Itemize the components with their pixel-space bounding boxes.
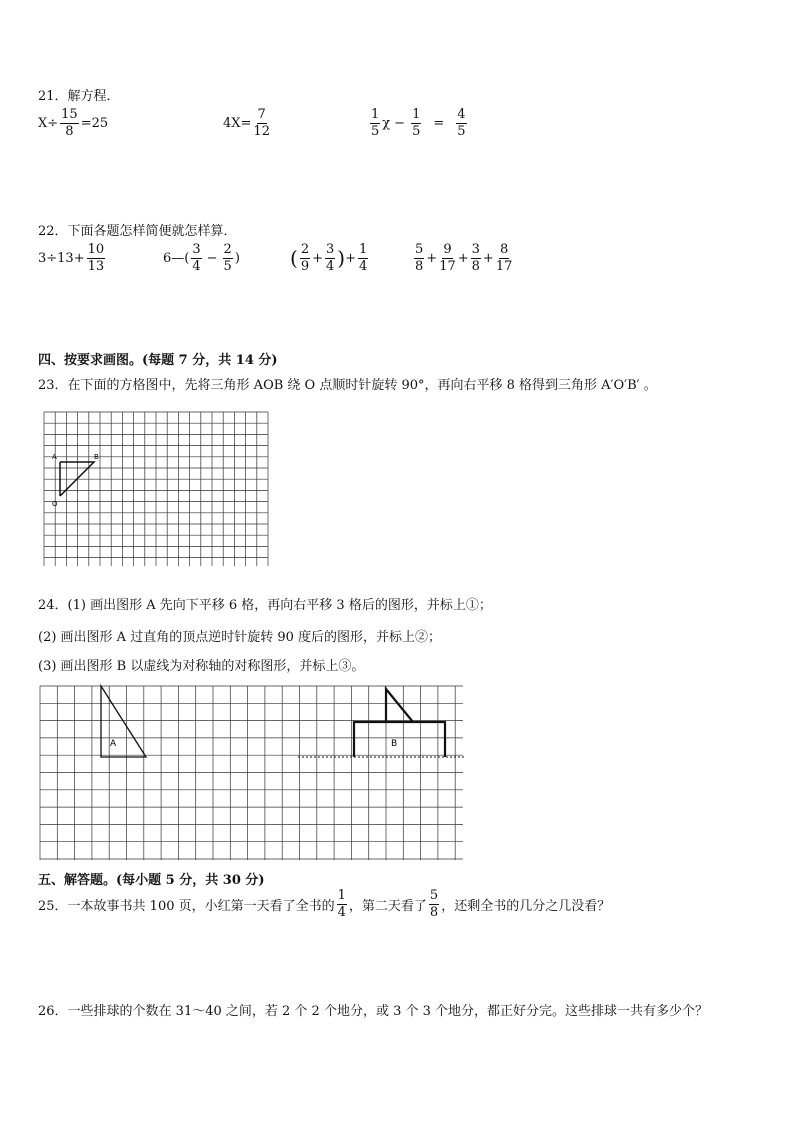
q23-grid-figure [44,412,270,569]
q22-expression-3 [290,243,370,273]
expr-text: X÷ [38,115,59,131]
fraction: $\frac{3}{4}$ [192,242,201,274]
expr-text: 3÷13+ [38,250,85,266]
expr-text: = [433,115,445,131]
fraction: $\frac{8}{17}$ [495,242,513,274]
q24-line-3: (3) 画出图形 B 以虚线为对称轴的对称图形，并标上③。 [38,659,365,674]
fraction: $\frac{2}{5}$ [223,242,232,274]
q24-grid-figure [40,686,466,860]
expr-text: 4X= [223,115,252,131]
q26-text: 26．一些排球的个数在 31～40 之间，若 2 个 2 个地分，或 3 个 3 个地分，都正好分完。这些排球一共有多少个？ [38,1004,709,1019]
expr-text: χ [382,115,391,131]
expr-text: + [482,250,494,266]
shape-b-body [354,722,445,757]
fraction: $\frac{4}{5}$ [457,107,466,139]
expr-text: + [457,250,469,266]
expr-text: − [206,250,218,266]
expr-text: =25 [80,115,109,131]
shape-b [354,689,445,757]
section-5-heading: 五、解答题。(每小题 5 分，共 30 分) [38,873,265,888]
expr-text: + [312,250,323,266]
q25-part-1: 25．一本故事书共 100 页，小红第一天看了全书的 [38,898,335,914]
expr-text: + [345,250,356,266]
q22-expression-4 [412,243,514,273]
label-a: A [52,453,57,461]
label-b: B [94,453,99,461]
expr-text: + [426,250,438,266]
shape-a [101,686,146,757]
expr-text: 6—( [163,250,190,266]
fraction: $\frac{2}{9}$ [300,242,310,274]
q21-title: 21．解方程． [38,89,120,104]
fraction: $\frac{3}{8}$ [471,242,480,274]
expr-text: − [394,115,406,131]
fraction: $\frac{1}{5}$ [412,107,421,139]
q25-part-3: ，还剩全书的几分之几没看？ [441,898,611,914]
q22-expression-1 [38,243,107,273]
fraction: $\frac{3}{4}$ [326,242,335,274]
shape-b-label: B [391,739,398,749]
fraction: $\frac{15}{8}$ [61,107,78,139]
q25-part-2: ，第二天看了 [348,898,427,914]
fraction: $\frac{1}{5}$ [371,107,380,139]
label-o: O [52,500,58,508]
close-paren: ) [337,246,346,271]
q21-equation-1 [38,108,108,138]
fraction: $\frac{9}{17}$ [439,242,456,274]
fraction: $\frac{7}{12}$ [253,107,270,139]
expr-text: ) [234,250,240,266]
q21-equation-2 [223,108,272,138]
q25-text [38,889,610,919]
shape-b-top [386,689,413,722]
q23-grid [44,412,268,566]
q24-line-1: 24．(1) 画出图形 A 先向下平移 6 格，再向右平移 3 格后的图形，并标上①； [38,598,492,613]
fraction: $\frac{1}{4}$ [359,242,368,274]
fraction: $\frac{10}{13}$ [87,242,105,274]
q24-line-2: (2) 画出图形 A 过直角的顶点逆时针旋转 90 度后的图形，并标上②； [38,630,442,645]
fraction: $\frac{5}{8}$ [429,888,439,920]
fraction: $\frac{1}{4}$ [337,888,346,920]
q22-expression-2 [163,243,240,273]
fraction: $\frac{5}{8}$ [415,242,424,274]
q24-grid [40,686,463,860]
open-paren: ( [290,246,298,271]
q21-equation-3 [368,108,469,138]
shape-a-label: A [110,739,117,749]
q23-text: 23．在下面的方格图中，先将三角形 AOB 绕 O 点顺时针旋转 90°，再向右平移 8 格得到三角形 A′O′B′ 。 [38,378,657,393]
section-4-heading: 四、按要求画图。(每题 7 分，共 14 分) [38,353,278,368]
q22-title: 22．下面各题怎样简便就怎样算． [38,224,237,239]
